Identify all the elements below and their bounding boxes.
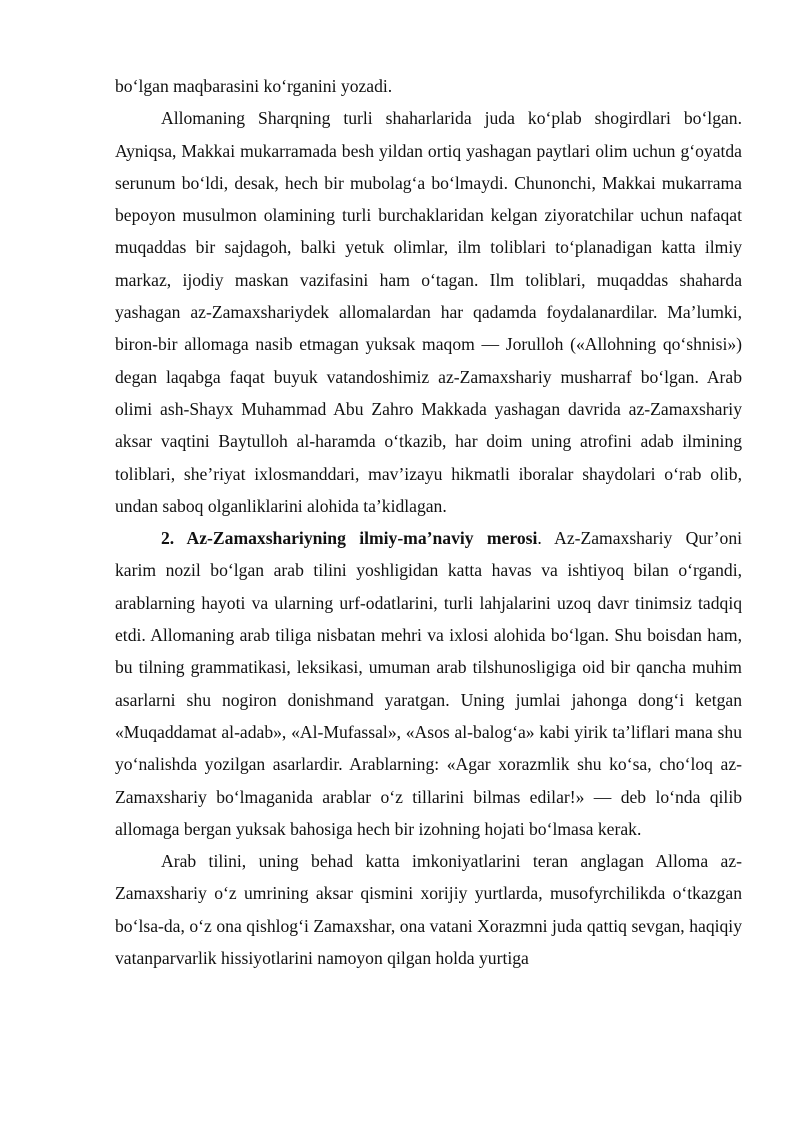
- section-heading: 2. Az-Zamaxshariyning ilmiy-ma’naviy merosi: [161, 528, 538, 549]
- paragraph-students: Allomaning Sharqning turli shaharlarida juda ko‘plab shogirdlari bo‘lgan. Ayniqsa, Makkai mukarramada besh yildan ortiq yashagan paytlari olim uchun g‘oyatda serunum bo‘ldi, desak, hech bir mubolag‘a bo‘lmaydi. Chunonchi, Makkai mukarrama bepoyon musulmon olamining turli burchaklaridan kelgan ziyoratchilar uchun nafaqat muqaddas bir sajdagoh, balki yetuk olimlar, ilm toliblari to‘planadigan katta ilmiy markaz, ijodiy maskan vazifasini ham o‘tagan. Ilm toliblari, muqaddas shaharda yashagan az-Zamaxshariydek allomalardan har qadamda foydalanardilar. Ma’lumki, biron-bir allomaga nasib etmagan yuksak maqom — Jorulloh («Allohning qo‘shnisi») degan laqabga faqat buyuk vatandoshimiz az-Zamaxshariy musharraf bo‘lgan. Arab olimi ash-Shayx Muhammad Abu Zahro Makkada yashagan davrida az-Zamaxshariy aksar vaqtini Baytulloh al-haramda o‘tkazib, har doim uning atrofini adab ilmining toliblari, she’riyat ixlosmanddari, mav’izayu hikmatli iboralar shaydolari o‘rab olib, undan saboq olganliklarini alohida ta’kidlagan.: [115, 108, 742, 516]
- paragraph-section-2: [115, 522, 742, 845]
- document-page: [115, 70, 742, 974]
- paragraph-continuation: bo‘lgan maqbarasini ko‘rganini yozadi.: [115, 76, 393, 96]
- paragraph-homeland: Arab tilini, uning behad katta imkoniyatlarini teran anglagan Alloma az-Zamaxshariy o‘z umrining aksar qismini xorijiy yurtlarda, musofyrchilikda o‘tkazgan bo‘lsa-da, o‘z ona qishlog‘i Zamaxshar, ona vatani Xorazmni juda qattiq sevgan, haqiqiy vatanparvarlik hissiyotlarini namoyon qilgan holda yurtiga: [115, 851, 742, 969]
- section-2-body: . Az-Zamaxshariy Qur’oni karim nozil bo‘lgan arab tilini yoshligidan katta havas va ishtiyoq bilan o‘rgandi, arablarning hayoti va ularning urf-odatlarini, turli lahjalarini uzoq davr tinimsiz tadqiq etdi. Allomaning arab tiliga nisbatan mehri va ixlosi alohida bo‘lgan. Shu boisdan ham, bu tilning grammatikasi, leksikasi, umuman arab tilshunosligiga oid bir qancha muhim asarlarni shu nogiron donishmand yaratgan. Uning jumlai jahonga dong‘i ketgan «Muqaddamat al-adab», «Al-Mufassal», «Asos al-balog‘a» kabi yirik ta’liflari mana shu yo‘nalishda yozilgan asarlardir. Arablarning: «Agar xorazmlik shu ko‘sa, cho‘loq az-Zamaxshariy bo‘lmaganida arablar o‘z tillarini bilmas edilar!» — deb lo‘nda qilib allomaga bergan yuksak bahosiga hech bir izohning hojati bo‘lmasa kerak.: [115, 528, 742, 839]
